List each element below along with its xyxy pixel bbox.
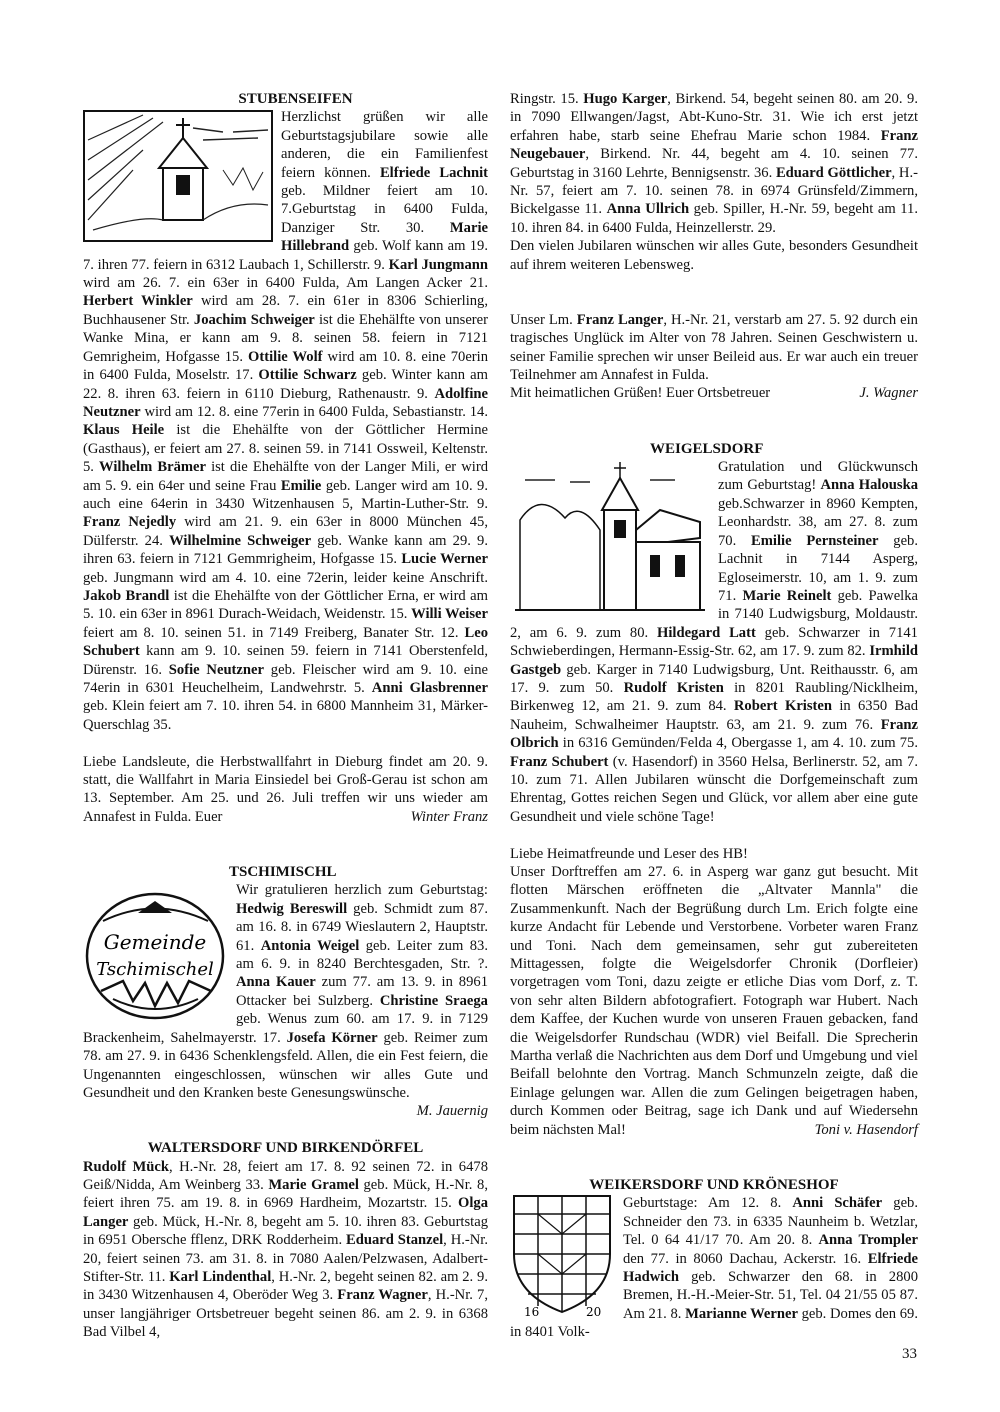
text-run: Unser Lm. bbox=[510, 311, 577, 328]
text-run: ist die Ehehälfte von der Göttlicher Hermine (Gasthaus), er feiert am 27. 8. seinen 59. in 7141 Ossweil, Keltenstr. 5. bbox=[83, 422, 488, 476]
text-run: geb. Lachnit in 7144 Asperg, Egloseimerstr. 10, am 1. 9. zum 71. bbox=[718, 532, 918, 604]
text-run: , H.-Nr. 2, begeht seinen 82. am 2. 9. in 3430 Witzenhausen 4, Oberöder Weg 3. bbox=[83, 1268, 488, 1304]
person-name: Franz Neugebauer bbox=[510, 127, 918, 163]
waltersdorf-text-left bbox=[83, 1158, 488, 1342]
section-title-weigelsdorf: WEIGELSDORF bbox=[650, 440, 764, 457]
person-name: Franz Wagner bbox=[337, 1287, 428, 1304]
text-run: wird am 21. 9. ein 63er in 8000 München 45, Dülferstr. 24. bbox=[83, 514, 488, 549]
person-name: Eduard Göttlicher bbox=[775, 164, 892, 181]
person-name: Lucie Werner bbox=[401, 551, 488, 568]
waltersdorf-para2: Den vielen Jubilaren wünschen wir alles Gute, besonders Gesundheit auf ihrem weiteren Lebensweg. bbox=[510, 238, 918, 273]
text-run: geb. Schmidt zum 87. am 16. 8. in 6749 Wieslautern 2, Hauptstr. 61. bbox=[236, 900, 488, 954]
text-run: geb. Spiller, H.-Nr. 59, begeht am 11. 10. ihren 84. in 6400 Fulda, Heinzellerstr. 29. bbox=[510, 201, 918, 236]
section-title-tschimischl: TSCHIMISCHL bbox=[229, 864, 337, 881]
weigelsdorf-para2 bbox=[510, 863, 918, 1139]
section-title-waltersdorf: WALTERSDORF UND BIRKENDÖRFEL bbox=[147, 1140, 424, 1157]
text-run: Herzlichst grüßen wir alle Geburtstagsjubilare sowie alle anderen, die ein Familienfest feiern können. bbox=[281, 109, 488, 181]
waltersdorf-closing-text: Mit heimatlichen Grüßen! Euer Ortsbetreuer bbox=[510, 385, 771, 402]
text-run: geb. Schwarzer in 7141 Schwieberdingen, Hermann-Essig-Str. 62, am 17. 9. zum 82. bbox=[510, 624, 918, 660]
person-name: Ottilie Wolf bbox=[248, 348, 323, 365]
text-run: geb. Fleischer wird am 9. 10. eine 74erin in 6301 Heuchelheim, Landwehrstr. 5. bbox=[83, 661, 488, 696]
text-run: geb.Schwarzer in 8960 Kempten, Leonhardstr. 38, am 27. 8. zum 70. bbox=[718, 495, 918, 549]
weigelsdorf-para2-text: Unser Dorftreffen am 27. 6. in Asperg war ganz gut besucht. Mit flotten Märschen eröffneten die „Altvater Mannla" die Zusammenkunft. Nach der Begrüßung durch Lm. Erich folgte eine kurze Andacht für Lebende und Verstorbene. Vorbeter waren Franz und Toni. Nach dem gemeinsamen, sehr gut zubereiteten Mittagessen, folgte die Weigelsdorfer Chronik (Dorfleier) vorgetragen vom Toni, dazu zeigte er etliche Dias vom Dorf, z. T. von sehr alten Bildern abfotografiert. Fotograph war Hubert. Nach dem Kaffee, der Kuchen wurde von unseren Frauen gebacken, fand die Weigelsdorfer Rundschau (WDR) viel Beifall. Die Sprecherin Martha verlaß die Nachrichten aus dem Dorf und Umgebung und viel Beifall belohnte den Vortrag. Manch Schmunzeln zeigte, daß die Einlage gelungen war. Allen die zum Gelingen beigetragen haben, durch Kommen oder Beitrag, sage ich Dank und auf Wiedersehn beim nächsten Mal! bbox=[510, 864, 918, 1138]
text-run: Geburtstage: Am 12. 8. bbox=[623, 1195, 793, 1212]
waltersdorf-para3 bbox=[510, 311, 918, 385]
text-run: Ringstr. 15. bbox=[510, 91, 584, 107]
waltersdorf-text-right bbox=[510, 90, 918, 237]
text-run: den 77. in 8060 Dachau, Ackerstr. 16. bbox=[623, 1250, 868, 1267]
text-run: geb. Mildner feiert am 10. 7.Geburtstag in 6400 Fulda, Danziger Str. 30. bbox=[281, 183, 488, 236]
person-name: Elfriede Hadwich bbox=[623, 1250, 918, 1285]
person-name: Anna Ullrich bbox=[606, 201, 690, 218]
text-run: , H.-Nr. 7, unser langjähriger Ortsbetreuer begeht seinen 86. am 2. 9. in 6368 Bad Vilbel 4, bbox=[83, 1287, 488, 1341]
text-run: in 6350 Bad Nauheim, Schwalheimer Hauptstr. 63, am 21. 9. zum 76. bbox=[510, 698, 918, 733]
text-run: Wir gratulieren herzlich zum Geburtstag: bbox=[236, 882, 488, 899]
text-run: , H.-Nr. 20, feiert seinen 73. am 31. 8. in 7080 Aalen/Pelzwasen, Adalbert-Stifter-Str. 11. bbox=[83, 1232, 489, 1285]
person-name: Hildegard Latt bbox=[657, 624, 756, 641]
person-name: Elfriede Lachnit bbox=[379, 164, 488, 181]
person-name: Sofie Neutzner bbox=[168, 661, 264, 678]
text-run: geb. Mück, H.-Nr. 8, begeht am 5. 10. ihren 83. Geburtstag in 6951 Obersche fflenz, DRK Rodderheim. bbox=[83, 1213, 488, 1249]
person-name: Franz Olbrich bbox=[510, 716, 918, 752]
coat-year-right: 20 bbox=[586, 1305, 602, 1320]
text-run: geb. Klein feiert am 7. 10. ihren 54. in 6800 Mannheim 31, Märker-Querschlag 35. bbox=[83, 698, 488, 733]
text-run: , H.-Nr. 28, feiert am 17. 8. 92 seinen 72. in 6478 Geiß/Nidda, Am Weinberg 33. bbox=[83, 1158, 488, 1193]
person-name: Marie Gramel bbox=[268, 1176, 359, 1193]
church-illustration bbox=[83, 110, 273, 242]
person-name: Marie Hillebrand bbox=[281, 219, 488, 255]
text-run: Gratulation und Glückwunsch zum Geburtstag! bbox=[718, 459, 918, 494]
seal-text-gemeinde: Gemeinde bbox=[103, 930, 207, 955]
text-run: ist die Ehehälfte von der Langer Mili, er wird am 5. 9. ein 64er und seine Frau bbox=[83, 459, 488, 494]
person-name: Robert Kristen bbox=[733, 698, 832, 715]
text-run: geb. Langer wird am 10. 9. auch eine 64erin in 3430 Witzenhausen 5, Martin-Luther-Str. 9. bbox=[83, 477, 488, 512]
text-run: feiert am 8. 10. seinen 51. in 7149 Freiberg, Banater Str. 12. bbox=[83, 624, 465, 641]
person-name: Rudolf Mück bbox=[83, 1158, 169, 1175]
person-name: Christine Sraega bbox=[379, 992, 488, 1009]
text-run: geb. Leiter zum 83. am 6. 9. in 8240 Berchtesgaden, Str. ?. bbox=[236, 937, 488, 973]
seal-text-tschimischel: Tschimischel bbox=[96, 959, 214, 981]
text-run: wird am 26. 7. ein 63er in 6400 Fulda, Am Langen Acker 21. bbox=[83, 275, 488, 292]
text-run: geb. Schwarzer den 68. in 2800 Bremen, H.-H.-Meier-Str. 51, Tel. 04 21/55 05 87. Am 21. 8. bbox=[623, 1268, 918, 1322]
person-name: Jakob Brandl bbox=[83, 587, 170, 604]
person-name: Anni Glasbrenner bbox=[371, 680, 488, 696]
text-run: wird am 10. 8. eine 70erin in 6400 Fulda, Moselstr. 17. bbox=[83, 348, 489, 384]
person-name: Anna Trompler bbox=[818, 1232, 918, 1249]
text-run: geb. Karger in 7140 Ludwigsburg, Unt. Reithausstr. 6, am 17. 9. zum 50. bbox=[510, 661, 918, 696]
person-name: Franz Nejedly bbox=[83, 514, 177, 531]
person-name: Anni Schäfer bbox=[792, 1195, 883, 1212]
person-name: Wilhelmine Schweiger bbox=[169, 532, 312, 549]
text-run: zum 77. am 13. 9. in 8961 Ottacker bei Sulzberg. bbox=[236, 974, 488, 1009]
signature-toni: Toni v. Hasendorf bbox=[814, 1121, 918, 1138]
person-name: Anna Kauer bbox=[236, 974, 316, 991]
text-run: wird am 12. 8. eine 77erin in 6400 Fulda, Sebastianstr. 14. bbox=[140, 403, 488, 420]
coat-of-arms bbox=[510, 1194, 615, 1319]
text-run: geb. Wenus zum 60. am 17. 9. in 7129 Brackenheim, Sahelmayerstr. 17. bbox=[83, 1011, 488, 1046]
person-name: Rudolf Kristen bbox=[623, 679, 724, 696]
text-run: wird am 28. 7. ein 61er in 8306 Schierling, Buchhausener Str. bbox=[83, 293, 488, 328]
person-name: Joachim Schweiger bbox=[193, 311, 315, 328]
text-run: geb. Pawelka in 7140 Ludwigsburg, Moldaustr. 2, am 6. 9. zum 80. bbox=[510, 587, 918, 641]
person-name: Karl Lindenthal bbox=[169, 1268, 272, 1285]
weigelsdorf-para2-head: Liebe Heimatfreunde und Leser des HB! bbox=[510, 845, 748, 862]
person-name: Emilie Pernsteiner bbox=[751, 532, 879, 549]
text-run: , H.-Nr. 21, verstarb am 27. 5. 92 durch ein tragisches Unglück im Alter von 78 Jahren. Seinen Geschwistern u. seiner Familie sprechen wir unser Beileid aus. Er war auch ein treuer Teilnehmer am Annafest in Fulda. bbox=[510, 311, 918, 384]
page-number: 33 bbox=[902, 1346, 917, 1362]
right-column bbox=[510, 90, 918, 1342]
left-column bbox=[83, 90, 488, 1342]
text-run: ist die Ehehälfte von der Göttlicher Erna, er wird am 5. 10. ein 63er in 8961 Durach-Weidach, Weidenstr. 15. bbox=[83, 587, 488, 623]
person-name: Josefa Körner bbox=[286, 1029, 378, 1046]
text-run: ist die Ehehälfte von unserer Wanke Mina, er kann am 9. 8. seinen 58. feiern in 7121 Gemrigheim, Hofgasse 15. bbox=[83, 311, 489, 365]
text-run: geb. Reimer zum 78. am 27. 9. in 6436 Schenklengsfeld. Allen, die ein Fest feiern, die Ungenannten eingeschlossen, wünschen wir alles Gute und Gesundheit und den Kranken beste Genesungswünsche. bbox=[83, 1029, 488, 1101]
village-church-illustration bbox=[510, 460, 710, 620]
signature-winter-franz: Winter Franz bbox=[410, 808, 488, 825]
person-name: Marianne Werner bbox=[685, 1305, 798, 1322]
waltersdorf-closing bbox=[510, 384, 918, 402]
text-run: geb. Wanke kann am 29. 9. ihren 63. feiern in 7121 Gemmrigheim, Hofgasse 15. bbox=[83, 532, 488, 568]
person-name: Wilhelm Brämer bbox=[99, 459, 206, 476]
person-name: Leo Schubert bbox=[83, 624, 488, 660]
text-run: , H.-Nr. 57, feiert am 7. 10. seinen 78. in 6974 Grünsfeld/Zimmern, Bickelgasse 11. bbox=[510, 164, 918, 218]
text-run: , Birkend. Nr. 44, begeht am 4. 10. seinen 77. Geburtstag in 3160 Lehrte, Bennigsenstr. 36. bbox=[510, 146, 918, 181]
text-run: geb. Wolf kann am 19. 7. ihren 77. feiern in 6312 Laubach 1, Schillerstr. 9. bbox=[83, 238, 488, 273]
text-run: geb. Mück, H.-Nr. 8, feiert ihren 75. am 19. 8. in 6969 Hardheim, Mozartstr. 15. bbox=[83, 1176, 489, 1212]
person-name: Hugo Karger bbox=[583, 91, 668, 107]
coat-year-left: 16 bbox=[524, 1305, 540, 1320]
person-name: Herbert Winkler bbox=[83, 293, 193, 310]
text-run: in 6316 Gemünden/Felda 4, Obergasse 1, am 4. 10. zum 75. bbox=[558, 735, 918, 752]
person-name: Irmhild Gastgeb bbox=[510, 643, 918, 678]
person-name: Franz Schubert bbox=[510, 753, 609, 770]
person-name: Anna Halouska bbox=[820, 477, 918, 494]
person-name: Emilie bbox=[280, 477, 322, 494]
person-name: Willi Weiser bbox=[411, 606, 488, 623]
person-name: Klaus Heile bbox=[83, 422, 165, 439]
text-run: geb. Schneider den 73. in 6335 Naunheim b. Wetzlar, Tel. 0 64 41/17 70. Am 20. 8. bbox=[623, 1195, 918, 1249]
person-name: Adolfine Neutzner bbox=[83, 385, 488, 420]
person-name: Eduard Stanzel bbox=[346, 1232, 444, 1249]
person-name: Olga Langer bbox=[83, 1195, 488, 1230]
text-run: geb. Jungmann wird am 4. 10. eine 72erin, leider keine Anschrift. bbox=[83, 569, 488, 586]
person-name: Karl Jungmann bbox=[388, 256, 488, 273]
person-name: Ottilie Schwarz bbox=[258, 367, 357, 384]
stubenseifen-para2 bbox=[83, 753, 488, 827]
text-run: kann am 9. 10. seinen 59. feiern in 7141 Oberstenfeld, Dürenstr. 16. bbox=[83, 643, 488, 678]
signature-m-jauernig: M. Jauernig bbox=[416, 1103, 488, 1120]
person-name: Antonia Weigel bbox=[260, 937, 360, 954]
text-run: (v. Hasendorf) in 3560 Helsa, Berlinerstr. 52, am 7. 10. zum 71. Allen Jubilaren wünscht die Dorfgemeinschaft zum Ehrentag, Gottes reichen Segen und Glück, vor allem aber eine gute Gesundheit und viele schöne Tage! bbox=[510, 753, 918, 825]
person-name: Hedwig Bereswill bbox=[236, 900, 348, 917]
person-name: Franz Langer bbox=[576, 311, 664, 328]
section-title-weikersdorf: WEIKERSDORF UND KRÖNESHOF bbox=[589, 1176, 839, 1193]
section-title-stubenseifen: STUBENSEIFEN bbox=[238, 91, 353, 107]
text-run: , Birkend. 54, begeht seinen 80. am 20. 9. in 7090 Ellwangen/Jagst, Abt-Kuno-Str. 31. Wie ich erst jetzt erfahren habe, starb seine Ehefrau Marie schon 1984. bbox=[510, 91, 918, 144]
text-run: geb. Domes den 69. in 8401 Volk- bbox=[510, 1305, 918, 1341]
signature-j-wagner: J. Wagner bbox=[859, 385, 918, 402]
gemeinde-seal bbox=[83, 891, 228, 1021]
person-name: Marie Reinelt bbox=[742, 587, 832, 604]
text-run: in 8201 Raubling/Nicklheim, Birkenweg 12, am 21. 9. zum 84. bbox=[510, 679, 918, 715]
text-run: geb. Winter kann am 22. 8. ihren 63. feiern in 6110 Dieburg, Rathenaustr. 9. bbox=[83, 367, 488, 402]
stubenseifen-para2-text: Liebe Landsleute, die Herbstwallfahrt in Dieburg findet am 20. 9. statt, die Wallfahrt in Maria Einsiedel bei Groß-Gerau ist schon am 13. September. Am 25. und 26. Juli treffen wir uns wieder am Annafest in Fulda. Euer bbox=[83, 753, 488, 825]
